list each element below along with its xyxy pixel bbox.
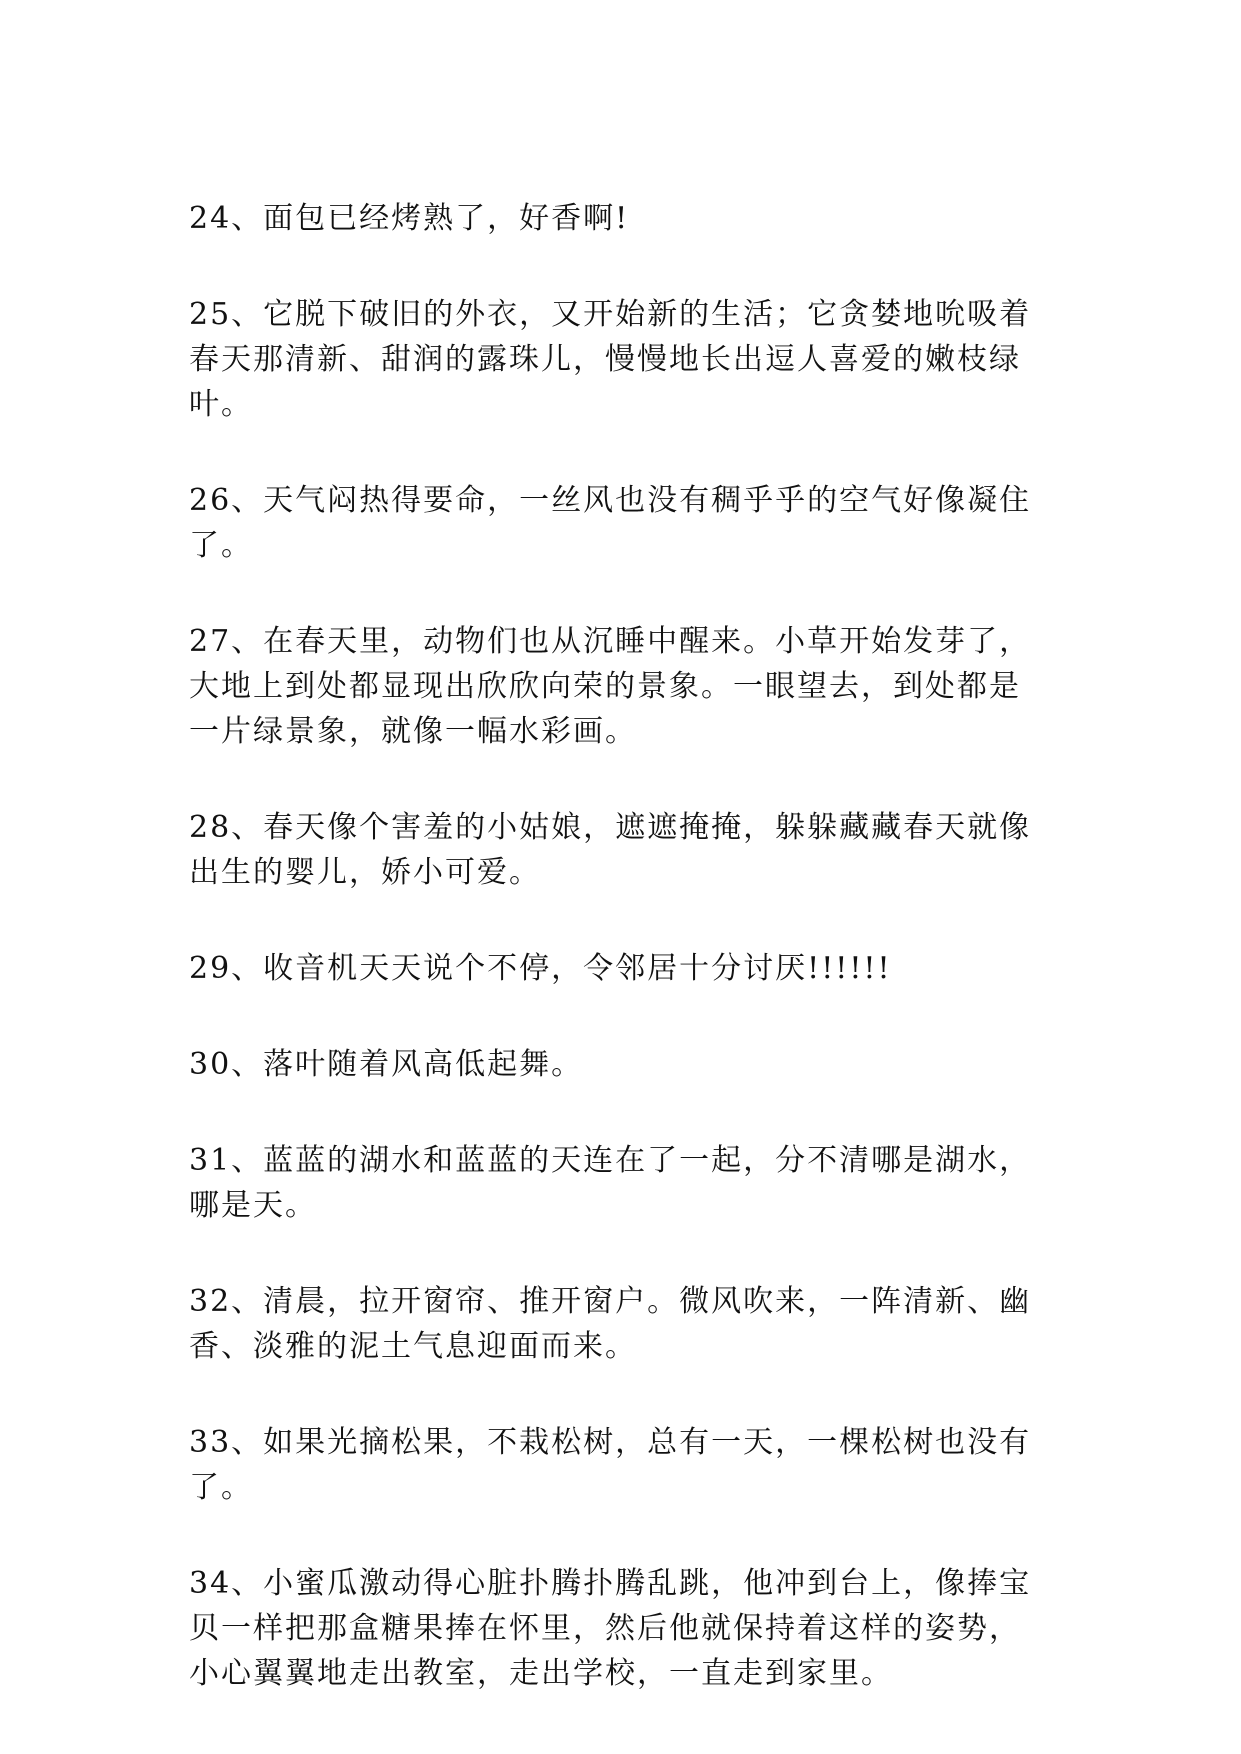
entry-line: 32、清晨，拉开窗帘、推开窗户。微风吹来，一阵清新、幽	[189, 1284, 1032, 1319]
entry-line: 24、面包已经烤熟了，好香啊!	[189, 201, 630, 236]
entry-line: 小心翼翼地走出教室，走出学校，一直走到家里。	[189, 1656, 893, 1691]
entry-line: 26、天气闷热得要命，一丝风也没有稠乎乎的空气好像凝住	[189, 483, 1032, 518]
entry-line: 31、蓝蓝的湖水和蓝蓝的天连在了一起，分不清哪是湖水，	[189, 1143, 1032, 1178]
entry-line: 33、如果光摘松果，不栽松树，总有一天，一棵松树也没有	[189, 1425, 1032, 1460]
entry-32	[189, 1279, 1057, 1369]
entry-line: 叶。	[189, 387, 253, 422]
entry-line: 大地上到处都显现出欣欣向荣的景象。一眼望去，到处都是	[189, 669, 1021, 704]
entry-line: 了。	[189, 528, 253, 563]
entry-33	[189, 1420, 1057, 1510]
entry-line: 春天那清新、甜润的露珠儿，慢慢地长出逗人喜爱的嫩枝绿	[189, 342, 1021, 377]
entry-line: 29、收音机天天说个不停，令邻居十分讨厌!!!!!!	[189, 951, 892, 986]
entry-line: 贝一样把那盒糖果捧在怀里，然后他就保持着这样的姿势，	[189, 1611, 1021, 1646]
entry-31	[189, 1138, 1057, 1228]
entry-28	[189, 805, 1057, 895]
entry-line: 香、淡雅的泥土气息迎面而来。	[189, 1329, 637, 1364]
entry-26	[189, 478, 1057, 568]
entry-24	[189, 196, 1057, 241]
document-body	[189, 196, 1057, 1747]
entry-line: 一片绿景象，就像一幅水彩画。	[189, 714, 637, 749]
entry-34	[189, 1561, 1057, 1696]
entry-line: 出生的婴儿，娇小可爱。	[189, 855, 541, 890]
entry-27	[189, 619, 1057, 754]
entry-line: 了。	[189, 1470, 253, 1505]
entry-25	[189, 292, 1057, 427]
entry-line: 哪是天。	[189, 1188, 317, 1223]
entry-29	[189, 946, 1057, 991]
entry-line: 30、落叶随着风高低起舞。	[189, 1047, 584, 1082]
entry-line: 34、小蜜瓜激动得心脏扑腾扑腾乱跳，他冲到台上，像捧宝	[189, 1566, 1032, 1601]
entry-line: 28、春天像个害羞的小姑娘，遮遮掩掩，躲躲藏藏春天就像	[189, 810, 1032, 845]
entry-30	[189, 1042, 1057, 1087]
entry-line: 27、在春天里，动物们也从沉睡中醒来。小草开始发芽了，	[189, 624, 1032, 659]
entry-line: 25、它脱下破旧的外衣，又开始新的生活；它贪婪地吮吸着	[189, 297, 1032, 332]
